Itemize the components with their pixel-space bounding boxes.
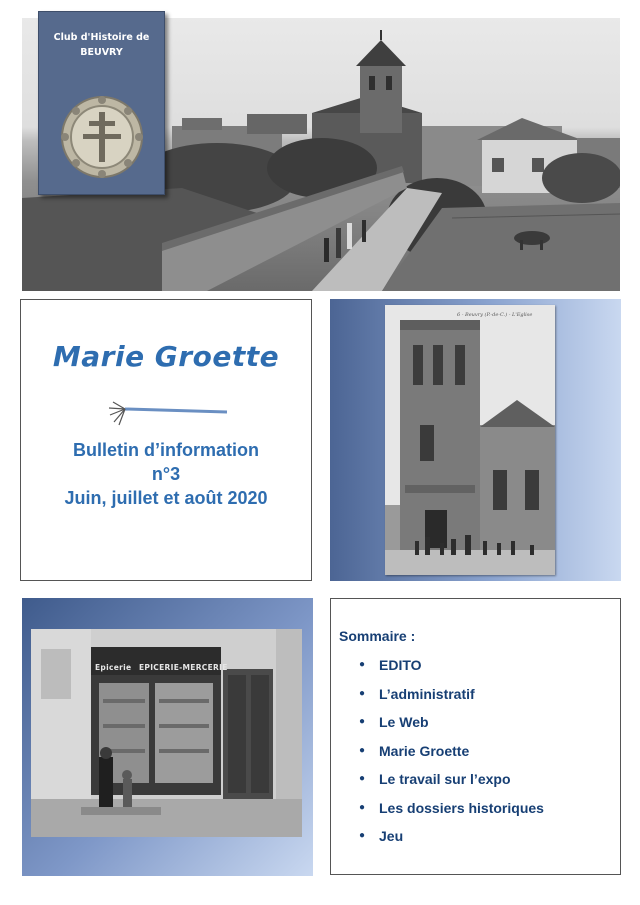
club-name-line2: BEUVRY	[80, 47, 123, 58]
summary-item-label: EDITO	[379, 657, 422, 673]
summary-item-label: Le travail sur l’expo	[379, 771, 511, 787]
bulletin-period: Juin, juillet et août 2020	[64, 488, 268, 508]
church-illustration	[385, 305, 555, 575]
bulletin-title-panel	[20, 299, 312, 581]
bulletin-number: n°3	[151, 464, 181, 484]
broom-icon	[105, 398, 229, 428]
summary-item-jeu[interactable]	[355, 827, 544, 856]
summary-item-expo[interactable]	[355, 770, 544, 799]
shop-photo-panel	[22, 598, 313, 876]
bullet-icon: ●	[359, 716, 366, 727]
summary-item-dossiers[interactable]	[355, 799, 544, 828]
bullet-icon: ●	[359, 659, 366, 670]
bullet-icon: ●	[359, 687, 366, 699]
summary-panel	[330, 598, 621, 875]
summary-item-label: Jeu	[379, 828, 404, 844]
bullet-icon: ●	[359, 830, 366, 841]
church-photo-caption: 6 - Beuvry (P.-de-C.) - L'Eglise	[457, 312, 533, 318]
bulletin-info	[21, 438, 311, 510]
summary-item-label: Le Web	[379, 714, 429, 730]
summary-item-administratif[interactable]	[355, 685, 544, 714]
shop-photo	[31, 629, 302, 837]
club-name	[39, 30, 164, 60]
club-name-line1: Club d'Histoire de	[53, 32, 150, 43]
bullet-icon: ●	[359, 744, 366, 756]
bullet-icon: ●	[359, 801, 366, 813]
bulletin-subtitle: Bulletin d’information	[73, 440, 259, 460]
summary-item-edito[interactable]	[355, 656, 544, 685]
summary-item-label: Marie Groette	[379, 742, 470, 759]
summary-item-marie-groette[interactable]	[355, 742, 544, 771]
bulletin-title: Marie Groette	[52, 340, 280, 373]
church-photo-panel	[330, 299, 621, 581]
club-seal-icon	[59, 94, 145, 180]
church-photo	[385, 305, 555, 575]
summary-list	[355, 656, 544, 856]
summary-item-web[interactable]	[355, 713, 544, 742]
shop-sign-right: EPICERIE-MERCERIE	[139, 663, 228, 672]
shop-illustration	[31, 629, 302, 837]
summary-item-label: Les dossiers historiques	[379, 799, 544, 816]
shop-sign-left: Epicerie	[95, 663, 132, 672]
bullet-icon: ●	[359, 773, 366, 784]
summary-heading: Sommaire :	[339, 628, 416, 644]
club-badge	[38, 11, 165, 195]
summary-item-label: L’administratif	[379, 685, 475, 702]
